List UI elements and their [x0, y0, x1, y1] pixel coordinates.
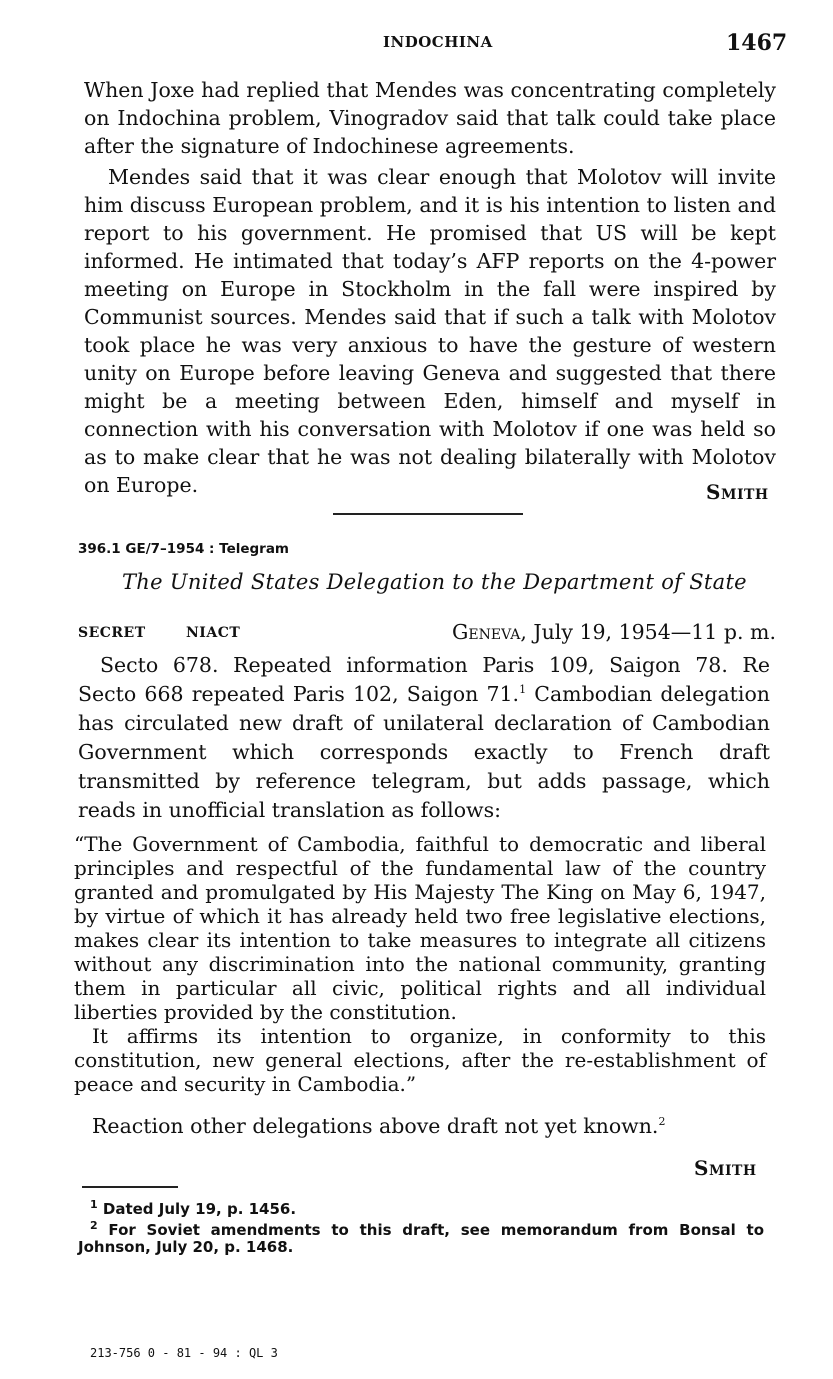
- footnote-mark-1: 1: [90, 1198, 98, 1211]
- quoted-declaration: [74, 832, 766, 1096]
- footnote-text-1: Dated July 19, p. 1456.: [97, 1200, 297, 1218]
- telegram-body: [78, 651, 770, 825]
- footnote-rule: [82, 1186, 178, 1188]
- signature-smith: Smith: [706, 480, 769, 504]
- footnote-reference-2: 2: [658, 1115, 666, 1129]
- file-number: 396.1 GE/7–1954 : Telegram: [78, 541, 290, 557]
- closing-line: [92, 1114, 665, 1138]
- dateline-date: July 19, 1954—11 p. m.: [533, 620, 776, 644]
- telegram-body-opening: Secto 678. Repeated information Paris 109, Saigon 78. Re Secto 668 repeated Paris 102, Saigon 71.: [78, 653, 770, 706]
- closing-text: Reaction other delegations above draft not yet known.: [92, 1114, 659, 1138]
- document-title: The United States Delegation to the Department of State: [122, 570, 747, 594]
- classification-label: SECRET: [78, 625, 146, 641]
- priority-label: NIACT: [186, 625, 241, 641]
- paragraph-joxe-reply: When Joxe had replied that Mendes was concentrating completely on Indochina problem, Vinogradov said that talk could take place after the signature of Indochinese agreements.: [84, 78, 776, 158]
- signature-smith-2: Smith: [694, 1156, 757, 1180]
- dateline-place: Geneva,: [452, 620, 527, 644]
- quote-paragraph-2: It affirms its intention to organize, in conformity to this constitution, new general elections, after the re-establishment of peace and security in Cambodia.”: [74, 1024, 766, 1096]
- footnote-reference-1: 1: [519, 683, 527, 697]
- paragraph-mendes-molotov: Mendes said that it was clear enough that Molotov will invite him discuss European problem, and it is his intention to listen and report to his government. He promised that US will be kept informed. He intimated that today’s AFP reports on the 4-power meeting on Europe in Stockholm in the fall were inspired by Communist sources. Mendes said that if such a talk with Molotov took place he was very anxious to have the gesture of western unity on Europe before leaving Geneva and suggested that there might be a meeting between Eden, himself and myself in connection with his conversation with Molotov if one was held so as to make clear that he was not dealing bilaterally with Molotov on Europe.: [84, 165, 776, 497]
- page-number: 1467: [726, 30, 788, 56]
- section-divider: [333, 513, 523, 515]
- running-header-title: INDOCHINA: [383, 33, 493, 51]
- quote-paragraph-1: “The Government of Cambodia, faithful to democratic and liberal principles and respectful of the fundamental law of the country granted and promulgated by His Majesty The King on May 6, 1947, by virtue of which it has already held two free legislative elections, makes clear its intention to take measures to integrate all citizens without any discrimination into the national community, granting them in particular all civic, political rights and all individual liberties provided by the constitution.: [74, 832, 766, 1024]
- footnote-mark-2: 2: [90, 1219, 98, 1232]
- printer-code: 213-756 0 - 81 - 94 : QL 3: [90, 1346, 278, 1360]
- telegram-body-rest: Cambodian delegation has circulated new draft of unilateral declaration of Cambodian Government which corresponds exactly to French draft transmitted by reference telegram, but adds passage, which reads in unofficial translation as follows:: [78, 682, 771, 822]
- dateline: [452, 620, 776, 644]
- footnote-2: [78, 1219, 764, 1256]
- footnote-1: [90, 1198, 297, 1218]
- footnote-text-2: For Soviet amendments to this draft, see memorandum from Bonsal to Johnson, July 20, p. 1468.: [78, 1221, 764, 1256]
